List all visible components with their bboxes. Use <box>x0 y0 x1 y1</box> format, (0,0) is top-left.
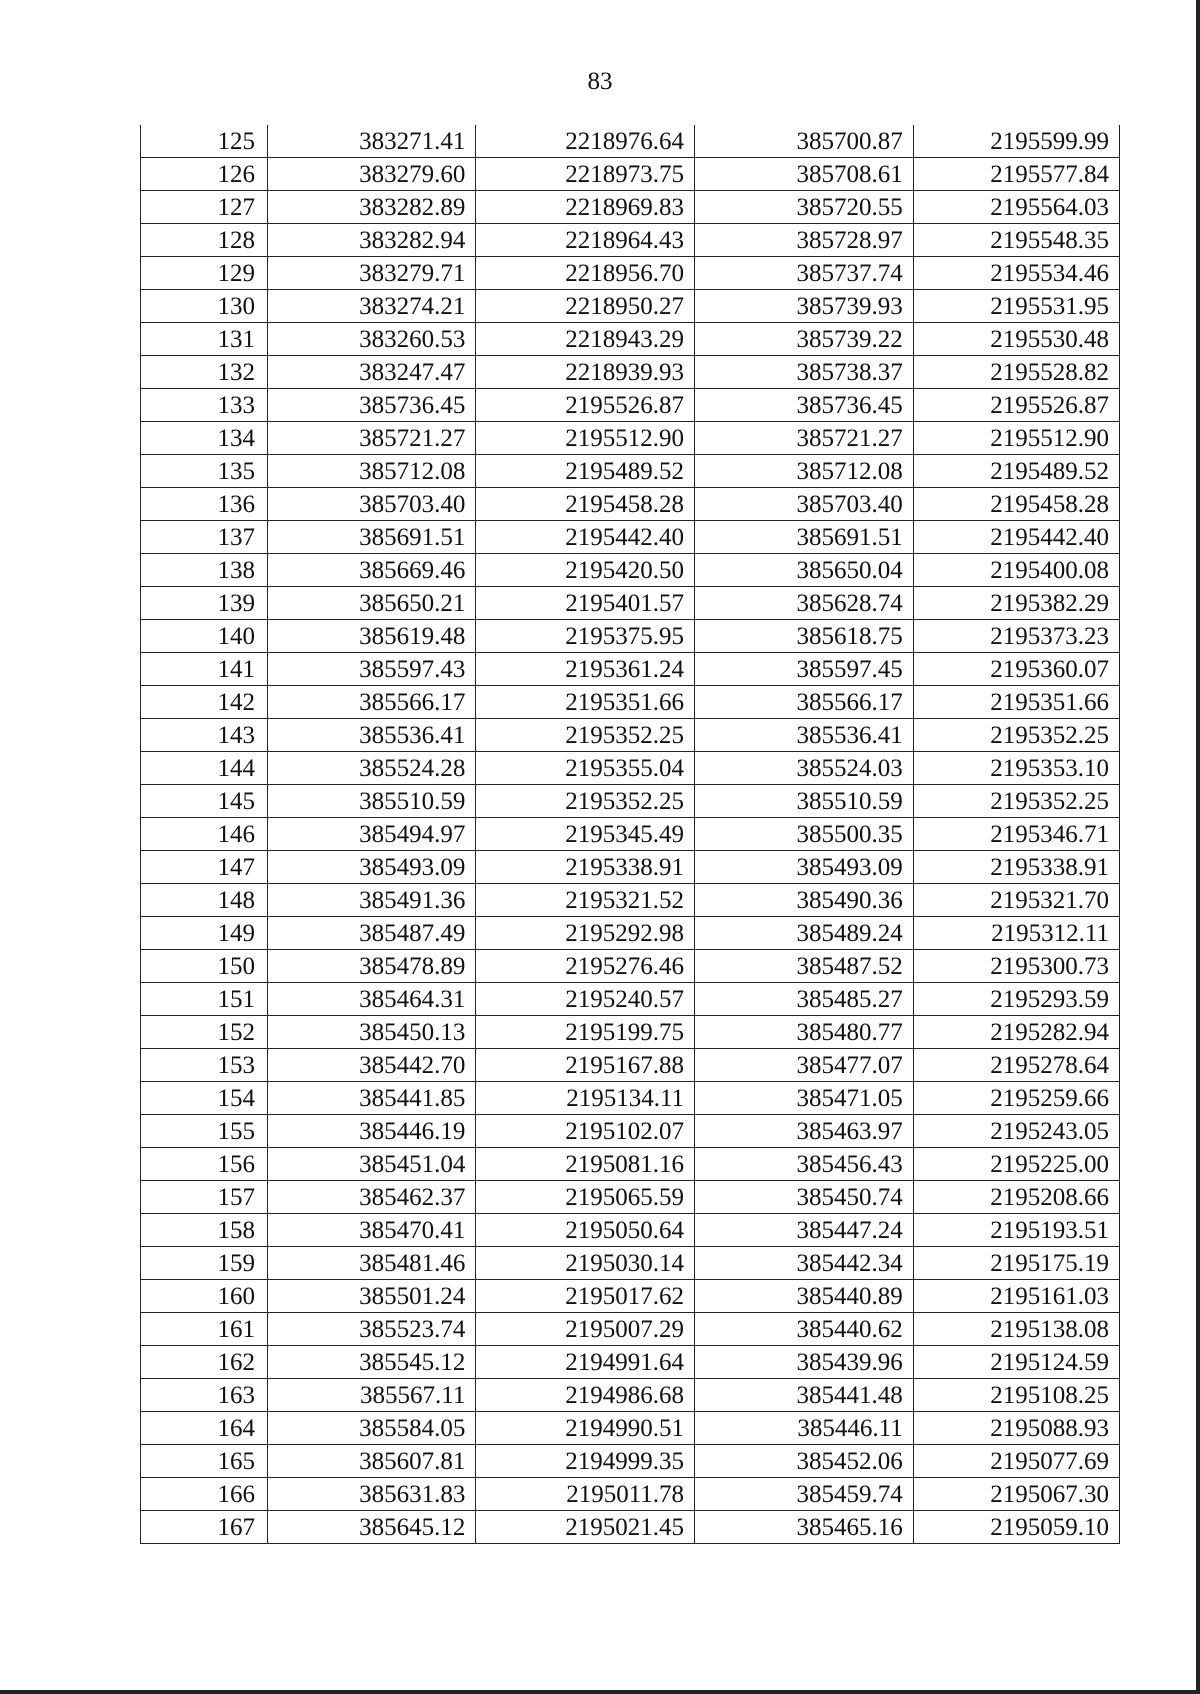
x-coordinate-2-cell: 385439.96 <box>695 1346 914 1379</box>
y-coordinate-2-cell: 2195373.23 <box>913 620 1119 653</box>
x-coordinate-1-cell: 383247.47 <box>268 356 476 389</box>
y-coordinate-2-cell: 2195351.66 <box>913 686 1119 719</box>
x-coordinate-1-cell: 383279.71 <box>268 257 476 290</box>
table-row <box>141 1181 1120 1214</box>
x-coordinate-2-cell: 385500.35 <box>695 818 914 851</box>
point-number-cell: 155 <box>141 1115 268 1148</box>
x-coordinate-2-cell: 385493.09 <box>695 851 914 884</box>
y-coordinate-1-cell: 2218976.64 <box>476 125 695 158</box>
y-coordinate-2-cell: 2195353.10 <box>913 752 1119 785</box>
point-number-cell: 162 <box>141 1346 268 1379</box>
x-coordinate-1-cell: 385567.11 <box>268 1379 476 1412</box>
point-number-cell: 146 <box>141 818 268 851</box>
x-coordinate-2-cell: 385736.45 <box>695 389 914 422</box>
x-coordinate-2-cell: 385440.62 <box>695 1313 914 1346</box>
coordinate-table <box>140 125 1120 1544</box>
point-number-cell: 140 <box>141 620 268 653</box>
x-coordinate-2-cell: 385471.05 <box>695 1082 914 1115</box>
y-coordinate-2-cell: 2195059.10 <box>913 1511 1119 1544</box>
table-row <box>141 125 1120 158</box>
x-coordinate-1-cell: 383271.41 <box>268 125 476 158</box>
x-coordinate-2-cell: 385477.07 <box>695 1049 914 1082</box>
point-number-cell: 166 <box>141 1478 268 1511</box>
table-row <box>141 950 1120 983</box>
y-coordinate-1-cell: 2218950.27 <box>476 290 695 323</box>
y-coordinate-2-cell: 2195282.94 <box>913 1016 1119 1049</box>
y-coordinate-2-cell: 2195067.30 <box>913 1478 1119 1511</box>
x-coordinate-2-cell: 385459.74 <box>695 1478 914 1511</box>
y-coordinate-1-cell: 2195134.11 <box>476 1082 695 1115</box>
point-number-cell: 154 <box>141 1082 268 1115</box>
y-coordinate-2-cell: 2195088.93 <box>913 1412 1119 1445</box>
x-coordinate-2-cell: 385720.55 <box>695 191 914 224</box>
x-coordinate-1-cell: 385481.46 <box>268 1247 476 1280</box>
y-coordinate-1-cell: 2195361.24 <box>476 653 695 686</box>
x-coordinate-1-cell: 385441.85 <box>268 1082 476 1115</box>
y-coordinate-2-cell: 2195077.69 <box>913 1445 1119 1478</box>
x-coordinate-2-cell: 385628.74 <box>695 587 914 620</box>
point-number-cell: 129 <box>141 257 268 290</box>
table-row <box>141 818 1120 851</box>
y-coordinate-2-cell: 2195208.66 <box>913 1181 1119 1214</box>
y-coordinate-1-cell: 2195352.25 <box>476 785 695 818</box>
point-number-cell: 134 <box>141 422 268 455</box>
y-coordinate-2-cell: 2195352.25 <box>913 785 1119 818</box>
page-border-bottom <box>0 1690 1200 1694</box>
x-coordinate-1-cell: 385619.48 <box>268 620 476 653</box>
point-number-cell: 152 <box>141 1016 268 1049</box>
x-coordinate-2-cell: 385536.41 <box>695 719 914 752</box>
table-row <box>141 917 1120 950</box>
x-coordinate-1-cell: 385645.12 <box>268 1511 476 1544</box>
table-row <box>141 1511 1120 1544</box>
point-number-cell: 138 <box>141 554 268 587</box>
x-coordinate-1-cell: 385487.49 <box>268 917 476 950</box>
y-coordinate-2-cell: 2195458.28 <box>913 488 1119 521</box>
y-coordinate-1-cell: 2195442.40 <box>476 521 695 554</box>
x-coordinate-1-cell: 383274.21 <box>268 290 476 323</box>
table-row <box>141 224 1120 257</box>
table-row <box>141 785 1120 818</box>
table-row <box>141 983 1120 1016</box>
x-coordinate-2-cell: 385728.97 <box>695 224 914 257</box>
table-row <box>141 455 1120 488</box>
table-row <box>141 1280 1120 1313</box>
table-row <box>141 653 1120 686</box>
x-coordinate-1-cell: 385523.74 <box>268 1313 476 1346</box>
table-row <box>141 158 1120 191</box>
x-coordinate-1-cell: 385545.12 <box>268 1346 476 1379</box>
table-row <box>141 554 1120 587</box>
y-coordinate-2-cell: 2195108.25 <box>913 1379 1119 1412</box>
point-number-cell: 148 <box>141 884 268 917</box>
y-coordinate-2-cell: 2195300.73 <box>913 950 1119 983</box>
y-coordinate-2-cell: 2195528.82 <box>913 356 1119 389</box>
point-number-cell: 125 <box>141 125 268 158</box>
y-coordinate-1-cell: 2195011.78 <box>476 1478 695 1511</box>
x-coordinate-1-cell: 385494.97 <box>268 818 476 851</box>
x-coordinate-2-cell: 385524.03 <box>695 752 914 785</box>
table-row <box>141 1049 1120 1082</box>
y-coordinate-1-cell: 2195102.07 <box>476 1115 695 1148</box>
x-coordinate-2-cell: 385489.24 <box>695 917 914 950</box>
x-coordinate-1-cell: 385464.31 <box>268 983 476 1016</box>
point-number-cell: 163 <box>141 1379 268 1412</box>
coordinate-table-body <box>141 125 1120 1544</box>
y-coordinate-2-cell: 2195599.99 <box>913 125 1119 158</box>
table-row <box>141 290 1120 323</box>
point-number-cell: 158 <box>141 1214 268 1247</box>
y-coordinate-1-cell: 2218973.75 <box>476 158 695 191</box>
x-coordinate-2-cell: 385691.51 <box>695 521 914 554</box>
x-coordinate-2-cell: 385618.75 <box>695 620 914 653</box>
y-coordinate-1-cell: 2195167.88 <box>476 1049 695 1082</box>
x-coordinate-1-cell: 385536.41 <box>268 719 476 752</box>
point-number-cell: 139 <box>141 587 268 620</box>
y-coordinate-1-cell: 2195526.87 <box>476 389 695 422</box>
point-number-cell: 136 <box>141 488 268 521</box>
point-number-cell: 153 <box>141 1049 268 1082</box>
y-coordinate-2-cell: 2195360.07 <box>913 653 1119 686</box>
x-coordinate-1-cell: 385721.27 <box>268 422 476 455</box>
y-coordinate-1-cell: 2194990.51 <box>476 1412 695 1445</box>
y-coordinate-1-cell: 2195355.04 <box>476 752 695 785</box>
y-coordinate-2-cell: 2195352.25 <box>913 719 1119 752</box>
y-coordinate-1-cell: 2218969.83 <box>476 191 695 224</box>
y-coordinate-1-cell: 2195401.57 <box>476 587 695 620</box>
y-coordinate-2-cell: 2195338.91 <box>913 851 1119 884</box>
y-coordinate-1-cell: 2195321.52 <box>476 884 695 917</box>
x-coordinate-1-cell: 385493.09 <box>268 851 476 884</box>
y-coordinate-1-cell: 2195081.16 <box>476 1148 695 1181</box>
point-number-cell: 128 <box>141 224 268 257</box>
point-number-cell: 127 <box>141 191 268 224</box>
x-coordinate-2-cell: 385490.36 <box>695 884 914 917</box>
y-coordinate-1-cell: 2195345.49 <box>476 818 695 851</box>
y-coordinate-1-cell: 2195007.29 <box>476 1313 695 1346</box>
y-coordinate-2-cell: 2195312.11 <box>913 917 1119 950</box>
x-coordinate-1-cell: 385584.05 <box>268 1412 476 1445</box>
x-coordinate-1-cell: 385631.83 <box>268 1478 476 1511</box>
x-coordinate-1-cell: 385524.28 <box>268 752 476 785</box>
y-coordinate-2-cell: 2195400.08 <box>913 554 1119 587</box>
point-number-cell: 161 <box>141 1313 268 1346</box>
y-coordinate-2-cell: 2195489.52 <box>913 455 1119 488</box>
y-coordinate-1-cell: 2195050.64 <box>476 1214 695 1247</box>
y-coordinate-2-cell: 2195526.87 <box>913 389 1119 422</box>
y-coordinate-2-cell: 2195564.03 <box>913 191 1119 224</box>
x-coordinate-1-cell: 385736.45 <box>268 389 476 422</box>
y-coordinate-1-cell: 2218964.43 <box>476 224 695 257</box>
point-number-cell: 132 <box>141 356 268 389</box>
x-coordinate-1-cell: 385451.04 <box>268 1148 476 1181</box>
point-number-cell: 167 <box>141 1511 268 1544</box>
x-coordinate-1-cell: 385478.89 <box>268 950 476 983</box>
y-coordinate-1-cell: 2195017.62 <box>476 1280 695 1313</box>
point-number-cell: 164 <box>141 1412 268 1445</box>
y-coordinate-1-cell: 2195458.28 <box>476 488 695 521</box>
table-row <box>141 1148 1120 1181</box>
y-coordinate-1-cell: 2195021.45 <box>476 1511 695 1544</box>
point-number-cell: 135 <box>141 455 268 488</box>
y-coordinate-2-cell: 2195346.71 <box>913 818 1119 851</box>
x-coordinate-2-cell: 385650.04 <box>695 554 914 587</box>
y-coordinate-2-cell: 2195512.90 <box>913 422 1119 455</box>
table-row <box>141 1115 1120 1148</box>
y-coordinate-1-cell: 2195065.59 <box>476 1181 695 1214</box>
point-number-cell: 133 <box>141 389 268 422</box>
y-coordinate-1-cell: 2195338.91 <box>476 851 695 884</box>
table-row <box>141 1082 1120 1115</box>
y-coordinate-1-cell: 2195030.14 <box>476 1247 695 1280</box>
y-coordinate-2-cell: 2195161.03 <box>913 1280 1119 1313</box>
table-row <box>141 356 1120 389</box>
x-coordinate-2-cell: 385708.61 <box>695 158 914 191</box>
x-coordinate-2-cell: 385446.11 <box>695 1412 914 1445</box>
point-number-cell: 137 <box>141 521 268 554</box>
x-coordinate-1-cell: 383260.53 <box>268 323 476 356</box>
y-coordinate-2-cell: 2195530.48 <box>913 323 1119 356</box>
x-coordinate-2-cell: 385442.34 <box>695 1247 914 1280</box>
x-coordinate-2-cell: 385480.77 <box>695 1016 914 1049</box>
point-number-cell: 131 <box>141 323 268 356</box>
x-coordinate-2-cell: 385566.17 <box>695 686 914 719</box>
y-coordinate-1-cell: 2195292.98 <box>476 917 695 950</box>
point-number-cell: 157 <box>141 1181 268 1214</box>
table-row <box>141 686 1120 719</box>
table-row <box>141 851 1120 884</box>
table-row <box>141 422 1120 455</box>
x-coordinate-2-cell: 385721.27 <box>695 422 914 455</box>
y-coordinate-2-cell: 2195175.19 <box>913 1247 1119 1280</box>
y-coordinate-2-cell: 2195534.46 <box>913 257 1119 290</box>
table-row <box>141 1445 1120 1478</box>
x-coordinate-1-cell: 385450.13 <box>268 1016 476 1049</box>
table-row <box>141 1346 1120 1379</box>
x-coordinate-2-cell: 385456.43 <box>695 1148 914 1181</box>
y-coordinate-1-cell: 2218956.70 <box>476 257 695 290</box>
x-coordinate-2-cell: 385739.93 <box>695 290 914 323</box>
y-coordinate-1-cell: 2195489.52 <box>476 455 695 488</box>
table-row <box>141 1016 1120 1049</box>
x-coordinate-2-cell: 385452.06 <box>695 1445 914 1478</box>
y-coordinate-2-cell: 2195259.66 <box>913 1082 1119 1115</box>
y-coordinate-2-cell: 2195321.70 <box>913 884 1119 917</box>
point-number-cell: 144 <box>141 752 268 785</box>
y-coordinate-1-cell: 2194986.68 <box>476 1379 695 1412</box>
x-coordinate-2-cell: 385465.16 <box>695 1511 914 1544</box>
table-row <box>141 1247 1120 1280</box>
x-coordinate-1-cell: 385510.59 <box>268 785 476 818</box>
x-coordinate-2-cell: 385737.74 <box>695 257 914 290</box>
y-coordinate-2-cell: 2195225.00 <box>913 1148 1119 1181</box>
x-coordinate-2-cell: 385485.27 <box>695 983 914 1016</box>
table-row <box>141 521 1120 554</box>
x-coordinate-1-cell: 385597.43 <box>268 653 476 686</box>
point-number-cell: 145 <box>141 785 268 818</box>
x-coordinate-1-cell: 385607.81 <box>268 1445 476 1478</box>
x-coordinate-2-cell: 385463.97 <box>695 1115 914 1148</box>
y-coordinate-2-cell: 2195278.64 <box>913 1049 1119 1082</box>
y-coordinate-1-cell: 2195375.95 <box>476 620 695 653</box>
point-number-cell: 130 <box>141 290 268 323</box>
y-coordinate-2-cell: 2195442.40 <box>913 521 1119 554</box>
x-coordinate-2-cell: 385703.40 <box>695 488 914 521</box>
x-coordinate-1-cell: 383279.60 <box>268 158 476 191</box>
y-coordinate-1-cell: 2195420.50 <box>476 554 695 587</box>
x-coordinate-2-cell: 385447.24 <box>695 1214 914 1247</box>
x-coordinate-1-cell: 385566.17 <box>268 686 476 719</box>
point-number-cell: 149 <box>141 917 268 950</box>
x-coordinate-1-cell: 385669.46 <box>268 554 476 587</box>
y-coordinate-2-cell: 2195577.84 <box>913 158 1119 191</box>
x-coordinate-2-cell: 385700.87 <box>695 125 914 158</box>
x-coordinate-1-cell: 385703.40 <box>268 488 476 521</box>
table-row <box>141 587 1120 620</box>
point-number-cell: 150 <box>141 950 268 983</box>
point-number-cell: 165 <box>141 1445 268 1478</box>
x-coordinate-2-cell: 385450.74 <box>695 1181 914 1214</box>
table-row <box>141 1313 1120 1346</box>
table-row <box>141 488 1120 521</box>
x-coordinate-1-cell: 385470.41 <box>268 1214 476 1247</box>
point-number-cell: 141 <box>141 653 268 686</box>
y-coordinate-1-cell: 2218943.29 <box>476 323 695 356</box>
point-number-cell: 156 <box>141 1148 268 1181</box>
y-coordinate-2-cell: 2195531.95 <box>913 290 1119 323</box>
x-coordinate-1-cell: 385446.19 <box>268 1115 476 1148</box>
y-coordinate-1-cell: 2194991.64 <box>476 1346 695 1379</box>
y-coordinate-1-cell: 2195240.57 <box>476 983 695 1016</box>
point-number-cell: 126 <box>141 158 268 191</box>
y-coordinate-1-cell: 2195351.66 <box>476 686 695 719</box>
y-coordinate-1-cell: 2195512.90 <box>476 422 695 455</box>
x-coordinate-2-cell: 385440.89 <box>695 1280 914 1313</box>
page-number: 83 <box>587 68 613 95</box>
x-coordinate-2-cell: 385738.37 <box>695 356 914 389</box>
x-coordinate-1-cell: 383282.94 <box>268 224 476 257</box>
y-coordinate-1-cell: 2218939.93 <box>476 356 695 389</box>
y-coordinate-2-cell: 2195138.08 <box>913 1313 1119 1346</box>
table-row <box>141 257 1120 290</box>
x-coordinate-2-cell: 385712.08 <box>695 455 914 488</box>
point-number-cell: 151 <box>141 983 268 1016</box>
table-row <box>141 1379 1120 1412</box>
y-coordinate-2-cell: 2195243.05 <box>913 1115 1119 1148</box>
y-coordinate-2-cell: 2195124.59 <box>913 1346 1119 1379</box>
point-number-cell: 160 <box>141 1280 268 1313</box>
y-coordinate-1-cell: 2195352.25 <box>476 719 695 752</box>
x-coordinate-2-cell: 385510.59 <box>695 785 914 818</box>
table-row <box>141 884 1120 917</box>
table-row <box>141 1214 1120 1247</box>
y-coordinate-1-cell: 2195199.75 <box>476 1016 695 1049</box>
point-number-cell: 159 <box>141 1247 268 1280</box>
x-coordinate-1-cell: 383282.89 <box>268 191 476 224</box>
point-number-cell: 147 <box>141 851 268 884</box>
x-coordinate-1-cell: 385712.08 <box>268 455 476 488</box>
page-border-right <box>1196 0 1200 1694</box>
x-coordinate-1-cell: 385501.24 <box>268 1280 476 1313</box>
table-row <box>141 389 1120 422</box>
x-coordinate-2-cell: 385739.22 <box>695 323 914 356</box>
y-coordinate-2-cell: 2195193.51 <box>913 1214 1119 1247</box>
table-row <box>141 1478 1120 1511</box>
y-coordinate-1-cell: 2194999.35 <box>476 1445 695 1478</box>
x-coordinate-2-cell: 385487.52 <box>695 950 914 983</box>
x-coordinate-2-cell: 385441.48 <box>695 1379 914 1412</box>
x-coordinate-1-cell: 385462.37 <box>268 1181 476 1214</box>
y-coordinate-2-cell: 2195548.35 <box>913 224 1119 257</box>
table-row <box>141 323 1120 356</box>
y-coordinate-2-cell: 2195382.29 <box>913 587 1119 620</box>
x-coordinate-2-cell: 385597.45 <box>695 653 914 686</box>
table-row <box>141 620 1120 653</box>
x-coordinate-1-cell: 385491.36 <box>268 884 476 917</box>
y-coordinate-2-cell: 2195293.59 <box>913 983 1119 1016</box>
table-row <box>141 1412 1120 1445</box>
x-coordinate-1-cell: 385442.70 <box>268 1049 476 1082</box>
x-coordinate-1-cell: 385650.21 <box>268 587 476 620</box>
point-number-cell: 142 <box>141 686 268 719</box>
point-number-cell: 143 <box>141 719 268 752</box>
table-row <box>141 752 1120 785</box>
table-row <box>141 191 1120 224</box>
y-coordinate-1-cell: 2195276.46 <box>476 950 695 983</box>
x-coordinate-1-cell: 385691.51 <box>268 521 476 554</box>
table-row <box>141 719 1120 752</box>
